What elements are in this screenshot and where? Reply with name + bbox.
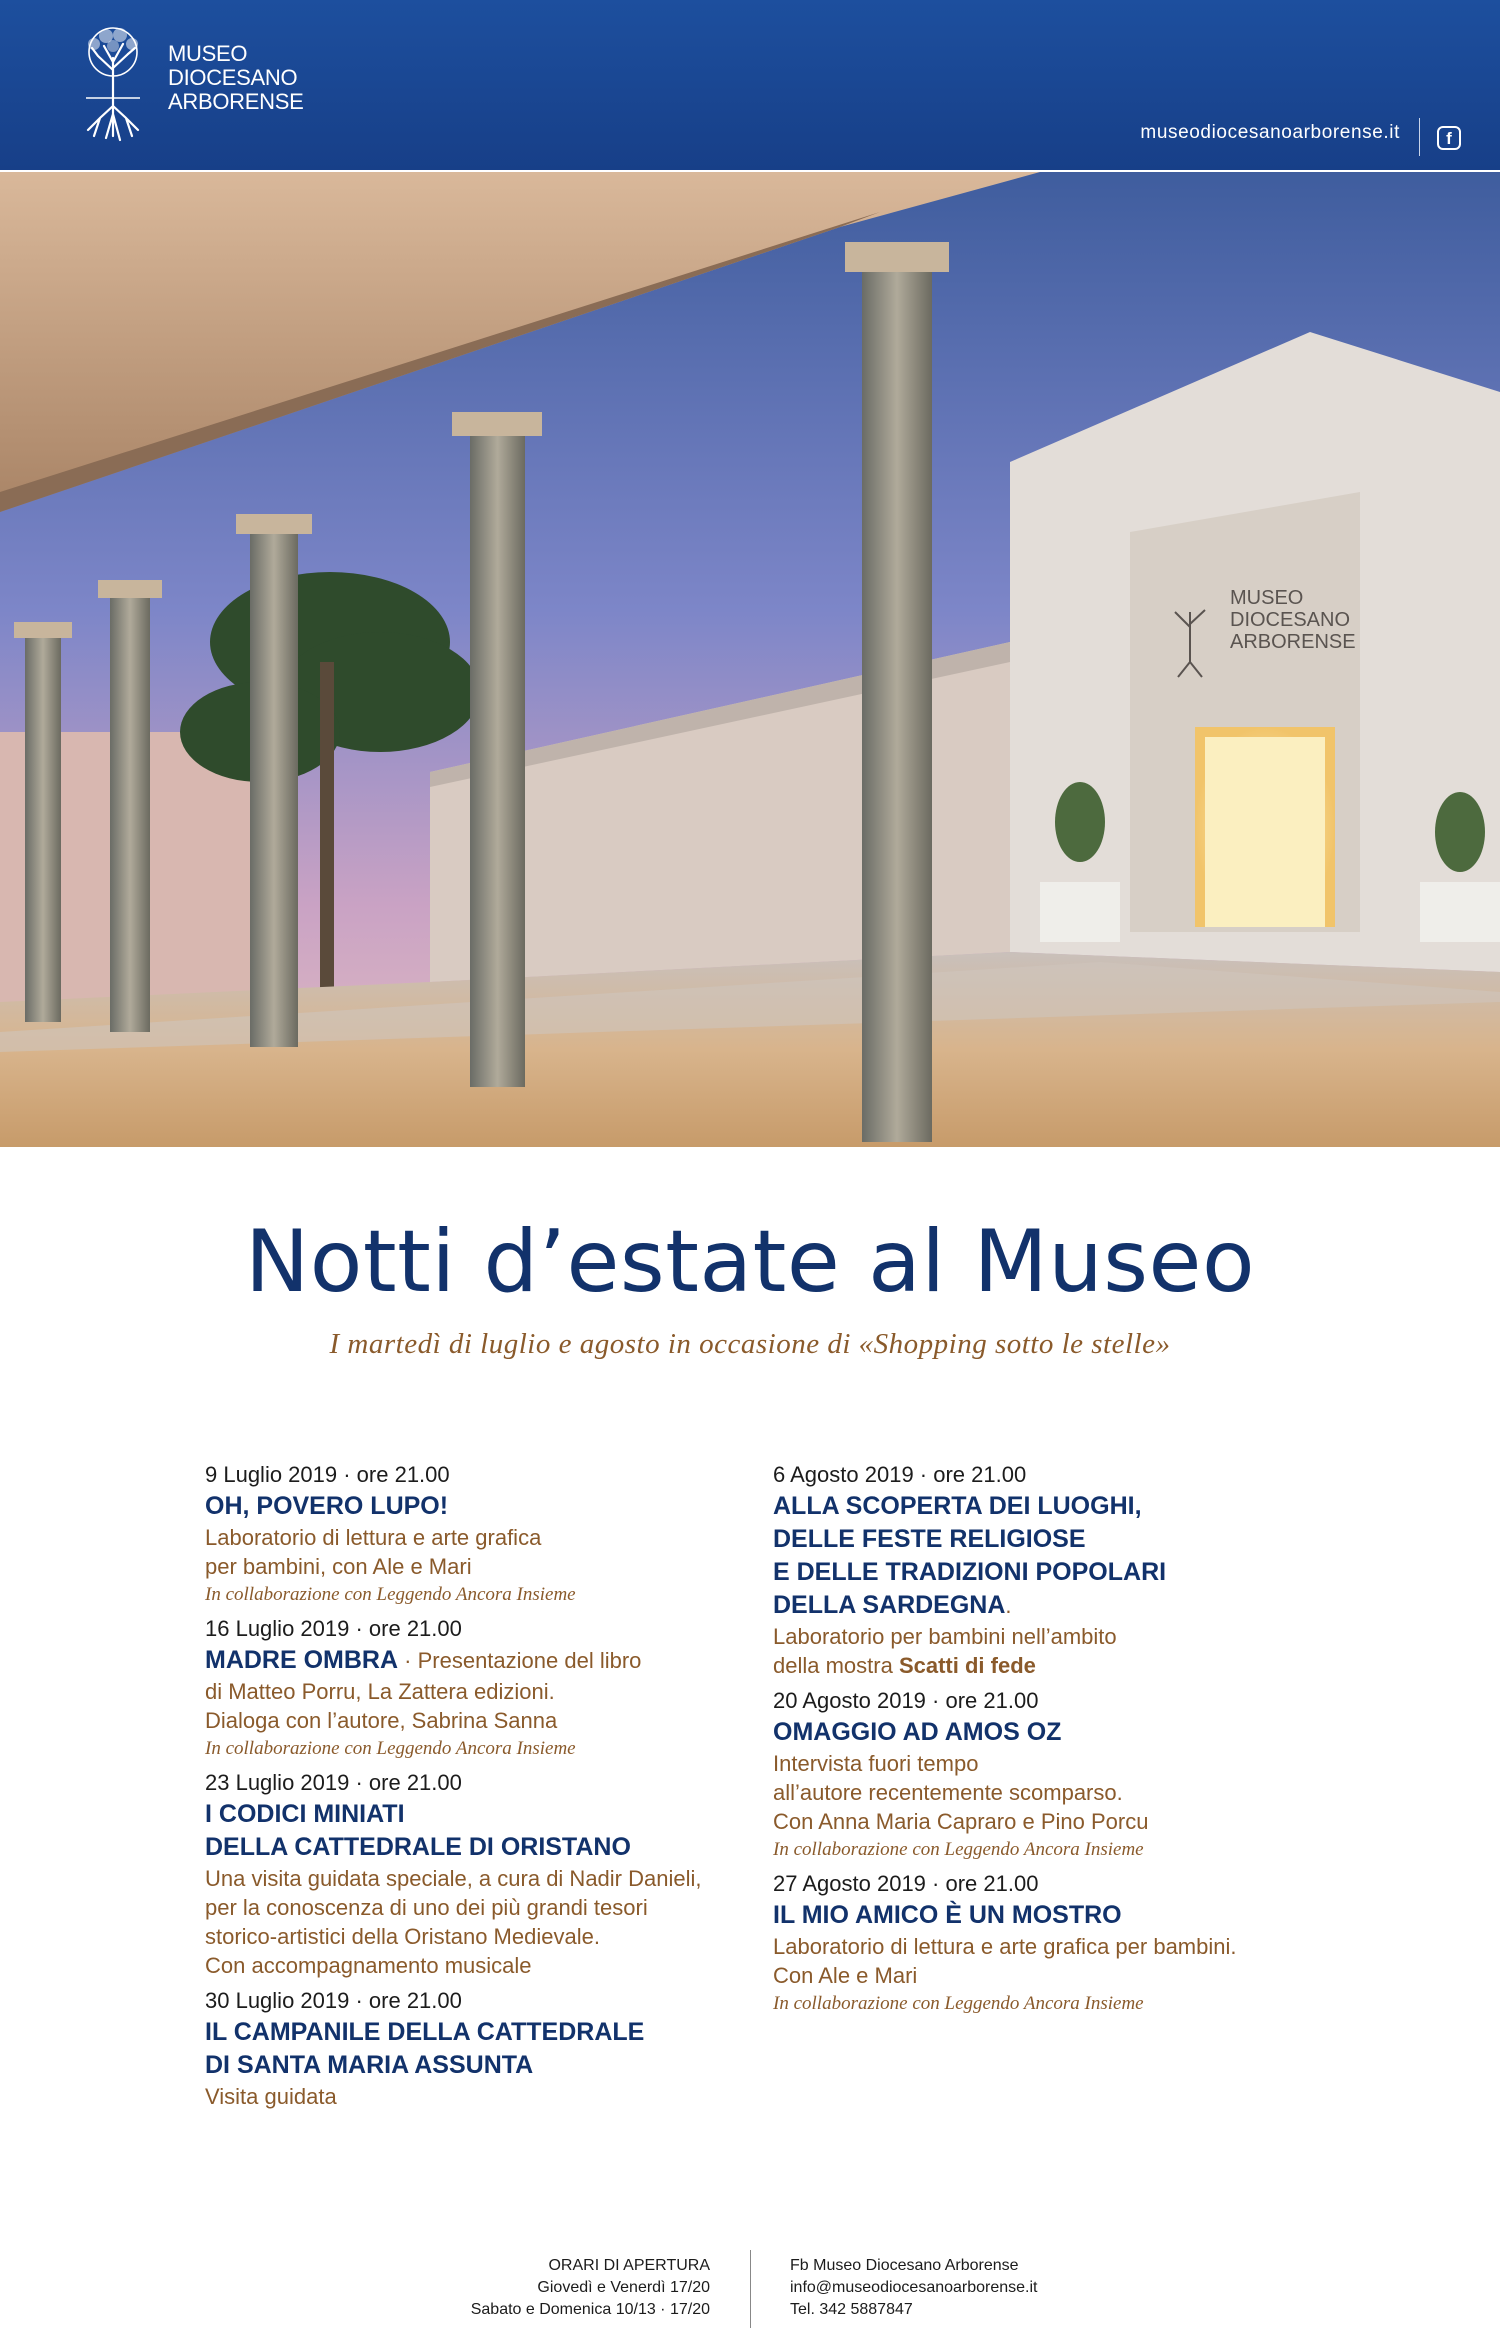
event-collab: In collaborazione con Leggendo Ancora Insieme <box>205 1584 576 1605</box>
event-desc-line <box>773 1651 1313 1680</box>
event-item <box>773 1686 1313 1863</box>
event-desc: Laboratorio di lettura e arte grafica <box>205 1525 542 1550</box>
event-desc: Dialoga con l’autore, Sabrina Sanna <box>205 1708 558 1733</box>
sign-line: MUSEO <box>1230 587 1304 609</box>
event-title-suffix: · Presentazione del libro <box>398 1648 642 1673</box>
event-desc: di Matteo Porru, La Zattera edizioni. <box>205 1679 555 1704</box>
event-desc: Visita guidata <box>205 2084 337 2109</box>
facebook-icon[interactable]: f <box>1437 126 1461 150</box>
event-title: IL MIO AMICO È UN MOSTRO <box>773 1901 1122 1929</box>
event-collab: In collaborazione con Leggendo Ancora Insieme <box>773 1993 1144 2014</box>
sign-line: ARBORENSE <box>1230 631 1356 653</box>
event-desc: Una visita guidata speciale, a cura di Nadir Danieli, <box>205 1866 702 1891</box>
event-title: DELLA CATTEDRALE DI ORISTANO <box>205 1833 631 1861</box>
contact-facebook[interactable]: Fb Museo Diocesano Arborense <box>790 2257 1019 2274</box>
event-title-line <box>773 1589 1313 1622</box>
footer-divider <box>750 2250 751 2328</box>
event-date: 27 Agosto 2019 · ore 21.00 <box>773 1871 1039 1896</box>
event-title: IL CAMPANILE DELLA CATTEDRALE <box>205 2018 645 2046</box>
events-column-right <box>773 1460 1313 2023</box>
event-title-end: . <box>1005 1593 1012 1618</box>
event-date: 16 Luglio 2019 · ore 21.00 <box>205 1616 462 1641</box>
event-desc: Con Ale e Mari <box>773 1963 918 1988</box>
contact-phone[interactable]: Tel. 342 5887847 <box>790 2301 913 2318</box>
event-date: 20 Agosto 2019 · ore 21.00 <box>773 1688 1039 1713</box>
brand-line: DIOCESANO <box>168 65 298 90</box>
contact-email[interactable]: info@museodiocesanoarborense.it <box>790 2279 1038 2296</box>
event-title: DELLA SARDEGNA <box>773 1591 1006 1619</box>
page-title: Notti d’estate al Museo <box>244 1212 1256 1312</box>
event-collab: In collaborazione con Leggendo Ancora Insieme <box>773 1839 1144 1860</box>
event-date: 6 Agosto 2019 · ore 21.00 <box>773 1462 1027 1487</box>
event-title: DELLE FESTE RELIGIOSE <box>773 1525 1086 1553</box>
event-title: OMAGGIO AD AMOS OZ <box>773 1718 1062 1746</box>
header-divider <box>1419 118 1420 156</box>
event-title: DI SANTA MARIA ASSUNTA <box>205 2051 534 2079</box>
brand-name <box>168 42 303 114</box>
event-desc: per la conoscenza di uno dei più grandi tesori <box>205 1895 648 1920</box>
sign-line: DIOCESANO <box>1230 609 1351 631</box>
event-desc: per bambini, con Ale e Mari <box>205 1554 472 1579</box>
event-desc: Con Anna Maria Capraro e Pino Porcu <box>773 1809 1149 1834</box>
event-date: 9 Luglio 2019 · ore 21.00 <box>205 1462 450 1487</box>
event-title: I CODICI MINIATI <box>205 1800 405 1828</box>
event-date: 30 Luglio 2019 · ore 21.00 <box>205 1988 462 2013</box>
event-item <box>205 1986 745 2111</box>
event-title: E DELLE TRADIZIONI POPOLARI <box>773 1558 1167 1586</box>
event-item <box>205 1460 745 1608</box>
page-subtitle: I martedì di luglio e agosto in occasione di «Shopping sotto le stelle» <box>329 1328 1171 1360</box>
tree-logo-icon <box>68 18 158 148</box>
header-bar <box>0 0 1500 170</box>
brand-line: MUSEO <box>168 41 248 66</box>
event-item <box>773 1460 1313 1680</box>
event-desc: Con accompagnamento musicale <box>205 1953 532 1978</box>
event-date: 23 Luglio 2019 · ore 21.00 <box>205 1770 462 1795</box>
event-desc: storico-artistici della Oristano Medievale. <box>205 1924 600 1949</box>
event-desc: Laboratorio di lettura e arte grafica per bambini. <box>773 1934 1237 1959</box>
events-column-left <box>205 1460 745 2117</box>
event-desc: Intervista fuori tempo <box>773 1751 979 1776</box>
brand-line: ARBORENSE <box>168 89 304 114</box>
event-title: MADRE OMBRA <box>205 1646 399 1674</box>
event-title: OH, POVERO LUPO! <box>205 1492 449 1520</box>
event-desc: Laboratorio per bambini nell’ambito <box>773 1624 1117 1649</box>
event-title-line <box>205 1644 745 1677</box>
event-desc: all’autore recentemente scomparso. <box>773 1780 1123 1805</box>
event-item <box>205 1614 745 1762</box>
exhibition-name: Scatti di fede <box>898 1653 1036 1678</box>
opening-hours <box>380 2255 710 2321</box>
hours-line: Giovedì e Venerdì 17/20 <box>537 2279 710 2296</box>
event-collab: In collaborazione con Leggendo Ancora Insieme <box>205 1738 576 1759</box>
event-item <box>205 1768 745 1980</box>
hours-line: Sabato e Domenica 10/13 · 17/20 <box>470 2301 710 2318</box>
website-link[interactable]: museodiocesanoarborense.it <box>1140 122 1400 143</box>
event-title: ALLA SCOPERTA DEI LUOGHI, <box>773 1492 1142 1520</box>
contacts <box>790 2255 1190 2321</box>
hours-heading: ORARI DI APERTURA <box>548 2257 710 2274</box>
museum-photo <box>0 172 1500 1147</box>
event-desc: della mostra <box>773 1653 899 1678</box>
event-item <box>773 1869 1313 2017</box>
